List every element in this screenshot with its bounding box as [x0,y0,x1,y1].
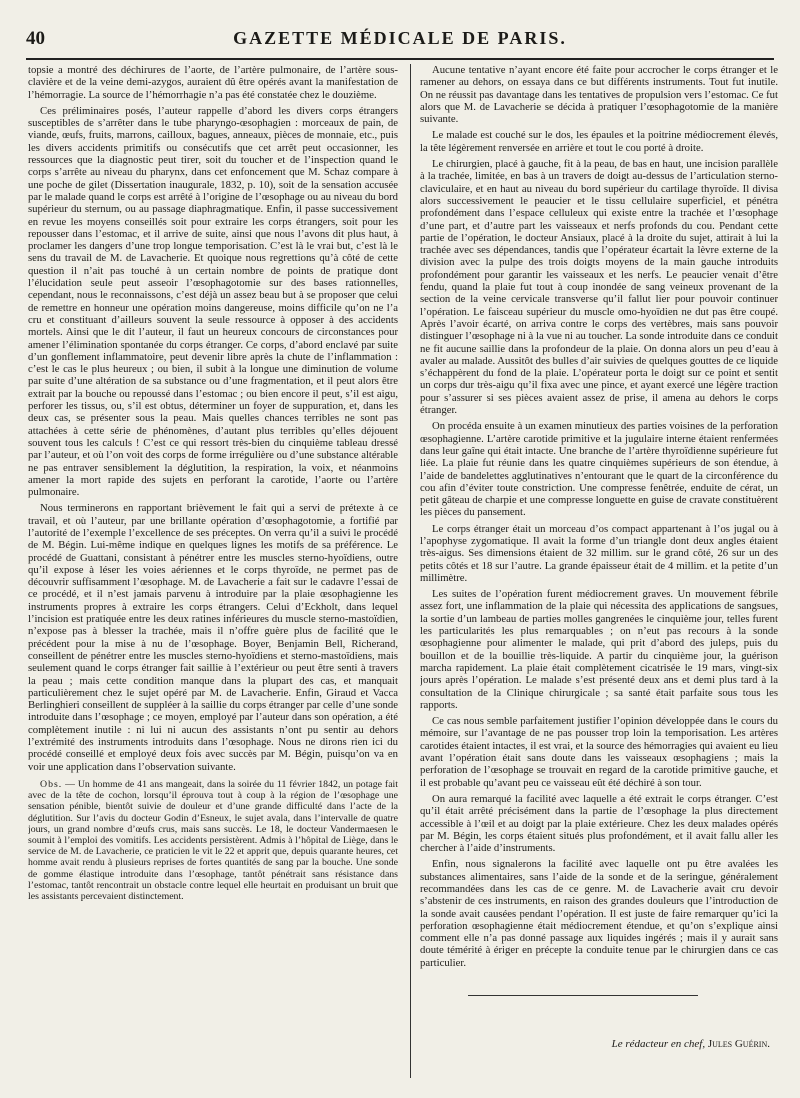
paragraph: On procéda ensuite à un examen minutieux des parties voisines de la perforation œsophagienne. L’artère carotide primitive et la jugulaire interne étaient renfermées dans leur gaîne qui était intacte. Une branche de l’artère thyroïdienne supérieure fut liée. La plaie fut réunie dans les quatre cinquièmes supérieurs de son étendue, à l’aide de bandelettes agglutinatives n’entourant que le quart de la circonférence du cou afin d’éviter toute constriction. Une compresse fenêtrée, enduite de cérat, un petit gâteau de charpie et une compresse longuette en guise de cravate constituèrent les pièces du pansement. [420,420,778,519]
signature-name: Jules Guérin. [707,1038,770,1051]
running-head-title: GAZETTE MÉDICALE DE PARIS. [233,28,567,48]
signature [420,1038,778,1050]
observation-text: — Un homme de 41 ans mangeait, dans la soirée du 11 février 1842, un potage fait avec de la tête de cochon, lorsqu’il éprouva tout à coup à la région de l’œsophage une sensation pénible, bientôt suivie de douleur et d’une grande difficulté dans l’acte de la déglutition. Sur l’avis du docteur Godin d’Esneux, le sujet avala, dans l’intervalle de quatre jours, un grand nombre d’œufs crus, mais sans succès. Le 18, le docteur Vandermaesen le soumit à l’emploi des vomitifs. Les accidents persistèrent. Admis à l’hôpital de Liège, dans le service de M. de Lavacherie, ce praticien le vit le 22 et apprit que, depuis quarante heures, cet homme avait rendu à plusieurs reprises de fortes quantités de sang par la bouche. Une sonde de gomme élastique introduite dans l’œsophage, tantôt pénétrait sans résistance dans l’estomac, tantôt rencontrait un obstacle contre lequel elle heurtait en produisant un bruit que les assistants percevaient distinctement. [28,778,398,902]
column-divider [410,64,411,1078]
paragraph: Aucune tentative n’ayant encore été faite pour accrocher le corps étranger et le ramener au dehors, on essaya dans ce but différents instruments. Tout fut inutile. On ne réussit pas davantage dans les tentatives de propulsion vers l’estomac. Ce fut alors que M. de Lavacherie se décida à pratiquer l’œsophagotomie de la manière suivante. [420,64,778,126]
observation-label: Obs. [40,778,63,790]
left-column [28,64,398,1079]
paragraph: Le chirurgien, placé à gauche, fit à la peau, de bas en haut, une incision parallèle à la trachée, limitée, en bas à un travers de doigt au-dessus de l’articulation sterno-claviculaire, et en haut au niveau du bord supérieur du cartilage thyroïde. Il divisa alors successivement le peaucier et le tissu cellulaire superficiel, et pénétra profondément dans l’espace celluleux qui existe entre la trachée et l’œsophage d’une part, et d’autre part les vaisseaux et nerfs profonds du cou. Pendant cette partie de l’opération, le docteur Ansiaux, placé à la droite du sujet, attirait à lui la trachée avec ses dépendances, tandis que l’opérateur écartait la lèvre externe de la division avec la pulpe des trois doigts moyens de la main gauche introduits profondément pour garantir les vaisseaux et les nerfs. Le peaucier venait d’être fendu, quand la plaie fut tout à coup inondée de sang veineux provenant de la section de la veine cervicale transverse qu’il fallut lier pour pouvoir continuer l’opération. Le faisceau supérieur du muscle omo-hyoïdien ne dut pas être coupé. Après l’avoir écarté, on arriva contre le corps des vertèbres, mais sans pouvoir distinguer l’œsophage ni à la vue ni au toucher. La sonde introduite dans ce conduit ne fit aucune saillie dans la profondeur de la plaie. On donna alors un peu d’eau à avaler au malade. Aussitôt des bulles d’air suivies de quelques gouttes de ce liquide s’échappèrent du fond de la plaie. L’opérateur porta le doigt sur ce point et sentit un corps dur très-aigu qu’il fixa avec une pince, et ayant exercé une légère traction pour s’assurer si ses pièces avaient assez de prise, il amena au dehors le corps étranger. [420,158,778,417]
paragraph: Ces préliminaires posés, l’auteur rappelle d’abord les divers corps étrangers susceptibles de s’arrêter dans le tube pharyngo-œsophagien : morceaux de pain, de viande, œufs, fruits, marrons, cailloux, bagues, anneaux, pièces de monnaie, etc., puis les divers accidents primitifs ou consécutifs que cet arrêt peut occasionner, les ressources que la diagnostic peut tirer, soit du toucher et de l’inspection quand le corps s’arrête au niveau du pharynx, dans cet enfoncement que M. Schaz compare à une poche de gilet (Dissertation inaugurale, 1832, p. 10), soit de la sensation accusée par le malade quand le corps est arrêté à l’origine de l’œsophage ou au niveau du bord supérieur du sternum, ou au passage diaphragmatique. Enfin, il passe successivement en revue les moyens conseillés soit pour extraire les corps étrangers, soit pour les repousser dans l’estomac, et il arrive de suite, ainsi que nous l’avons dit plus haut, à proclamer les dangers d’une trop longue temporisation. C’est là le vrai but, c’est là le sens du travail de M. de Lavacherie. Et quoique nous regrettions qu’à côté de cette question il n’ait pas touché à un certain nombre de points de pratique dont l’élucidation seule peut asseoir l’œsophagotomie sur des bases rationnelles, cependant, nous le reconnaissons, c’est déjà un assez beau but à se proposer que celui de remettre en honneur une opération moins dangereuse, moins difficile qu’on ne l’a cru et constituant d’ailleurs souvent la seule ressource à opposer à des accidents mortels. Ainsi que le dit l’auteur, il faut un heureux concours de circonstances pour amener l’élimination spontanée du corps étranger. Ce corps, d’abord enclavé par suite d’un gonflement inflammatoire, peut devenir libre après la chute de l’inflammation : c’est le cas le plus heureux ; ou bien, il subit à la longue une diminution de volume par suite d’une altération de sa substance ou d’une fragmentation, et il peut alors être extrait par la bouche ou repoussé dans l’estomac ; ou bien encore il peut, s’il est aigu, perforer les tissus, ou, s’il est obtus, déterminer un foyer de suppuration, et, dans les deux cas, se présenter sous la peau. Mais quelles chances terribles ne sont pas attachées à cette série de phénomènes, d’autant plus terribles qu’elles déjouent souvent tous les calculs ! C’est ce qui ressort très-bien du cinquième tableau dressé par l’auteur, et où l’on voit des corps de forme irrégulière ou d’une substance altérable ne pas entraver sensiblement la déglutition, la respiration, la voix, et néanmoins amener la mort rapide des sujets en perforant la carotide, l’aorte ou l’artère pulmonaire. [28,104,398,499]
paragraph: Nous terminerons en rapportant brièvement le fait qui a servi de prétexte à ce travail, et où l’auteur, par une brillante opération d’œsophagotomie, a fortifié par l’autorité de l’exemple l’excellence de ses préceptes. On verra qu’il a suivi le procédé de M. Bégin. Lui-même indique en quelques lignes les motifs de sa préférence. Le procédé de Guattani, consistant à pénétrer entre les muscles sterno-hyoïdiens, outre qu’il expose à léser les voies aériennes et le corps thyroïde, ne permet pas de découvrir suffisamment l’œsophage. M. de Lavacherie a fait sur le cadavre l’essai de ce procédé, et il n’est jamais parvenu à introduire par la plaie œsophagienne les instruments propres à extraire les corps étrangers. Celui d’Eckholt, dans lequel l’incision est pratiquée entre les deux ratines inférieures du muscle sterno-mastoïdien, n’expose pas à blesser la trachée, mais il n’offre guère plus de facilité que le précédent pour la mise à nu de l’œsophage. Boyer, Benjamin Bell, Richerand, conseillent de pénétrer entre les muscles sterno-hyoïdiens et sterno-mastoïdiens, mais seulement quand le corps étranger fait saillie à l’extérieur ou peut être senti à travers la peau ; mais cette condition manque dans la plupart des cas, et manquait particulièrement chez le sujet opéré par M. de Lavacherie. Enfin, Giraud et Vacca Berlinghieri conseillent de suppléer à la saillie du corps étranger par celle d’une sonde introduite dans l’œsophage ; ce moyen, employé par l’auteur dans son opération, a été complètement inutile : ni lui ni aucun des assistants n’ont pu sentir au dehors l’extrémité des instruments introduits dans l’œsophage. Nous ne dirons rien ici du procédé conseillé et employé deux fois avec succès par M. Bégin, puisqu’on va en voir une application dans l’observation suivante. [28,502,398,773]
observation-paragraph [28,779,398,902]
right-column [420,64,778,1079]
paragraph: Le malade est couché sur le dos, les épaules et la poitrine médiocrement élevés, la tête légèrement renversée en arrière et tout le cou porté à droite. [420,129,778,154]
end-rule [468,995,698,996]
paragraph: Ce cas nous semble parfaitement justifier l’opinion développée dans le cours du mémoire, sur l’avantage de ne pas pousser trop loin la temporisation. Les artères carotides étaient intactes, il est vrai, et la source des hémorragies qui avaient eu lieu avant l’opération était sans doute dans les vaisseaux œsophagiens ; mais la perforation de l’œsophage se trouvait en regard de la carotide primitive gauche, et il est probable qu’avant peu ce vaisseau eût été déchiré à son tour. [420,715,778,789]
paragraph: Le corps étranger était un morceau d’os compact appartenant à l’os jugal ou à l’apophyse zygomatique. Il avait la forme d’un triangle dont deux angles étaient très-aigus. Ses dimensions étaient de 32 millim. sur le grand côté, 26 sur un des petits côtés et 18 sur l’autre. La grande épaisseur était de 4 millim. et la petite d’un millimètre. [420,522,778,584]
paragraph: Les suites de l’opération furent médiocrement graves. Un mouvement fébrile assez fort, une inflammation de la plaie qui nécessita des applications de sangsues, la sortie d’un lambeau de parties molles gangrenées le cinquième jour, telles furent les particularités les plus remarquables ; on n’eut pas recours à la sonde œsophagienne pour alimenter le malade, qui prit d’abord des juleps, puis du bouillon et de la bouillie très-liquide. A partir du cinquième jour, la guérison marcha rapidement. La plaie était complètement cicatrisée le 19 mars, vingt-six jours après l’opération. Le malade s’est présenté deux ans et demi plus tard à la consultation de la Clinique chirurgicale ; sa santé était parfaite sous tous les rapports. [420,588,778,711]
paragraph: Enfin, nous signalerons la facilité avec laquelle ont pu être avalées les substances alimentaires, sans l’aide de la sonde et de la seringue, généralement recommandées dans les cas de ce genre. M. de Lavacherie avait cru devoir s’abstenir de ces instruments, en raison des grandes douleurs que l’introduction de la sonde avait causées pendant l’opération. Il est juste de faire remarquer qu’ici la perforation œsophagienne était médiocrement étendue, et qu’on s’explique ainsi comment elle n’a pas donné passage aux liquides ingérés ; mais il y aurait sans doute témérité à ériger en précepte la conduite tenue par le chirurgien dans ce cas particulier. [420,858,778,969]
paragraph: On aura remarqué la facilité avec laquelle a été extrait le corps étranger. C’est qu’il était arrêté précisément dans la partie de l’œsophage la plus directement accessible à l’œil et au doigt par la plaie extérieure. Chez les deux malades opérés par M. Bégin, les corps étaient situés plus profondément, et il avait fallu aller les chercher à l’aide d’instruments. [420,792,778,855]
paragraph: topsie a montré des déchirures de l’aorte, de l’artère pulmonaire, de l’artère sous-clavière et de la veine demi-azygos, auraient dû être opérés avant la manifestation de l’hémorragie. La source de l’hémorrhagie n’a pas été constatée chez le douzième. [28,64,398,101]
header-rule [26,58,774,60]
signature-prefix: Le rédacteur en chef, [611,1038,706,1051]
page-number: 40 [26,28,45,49]
